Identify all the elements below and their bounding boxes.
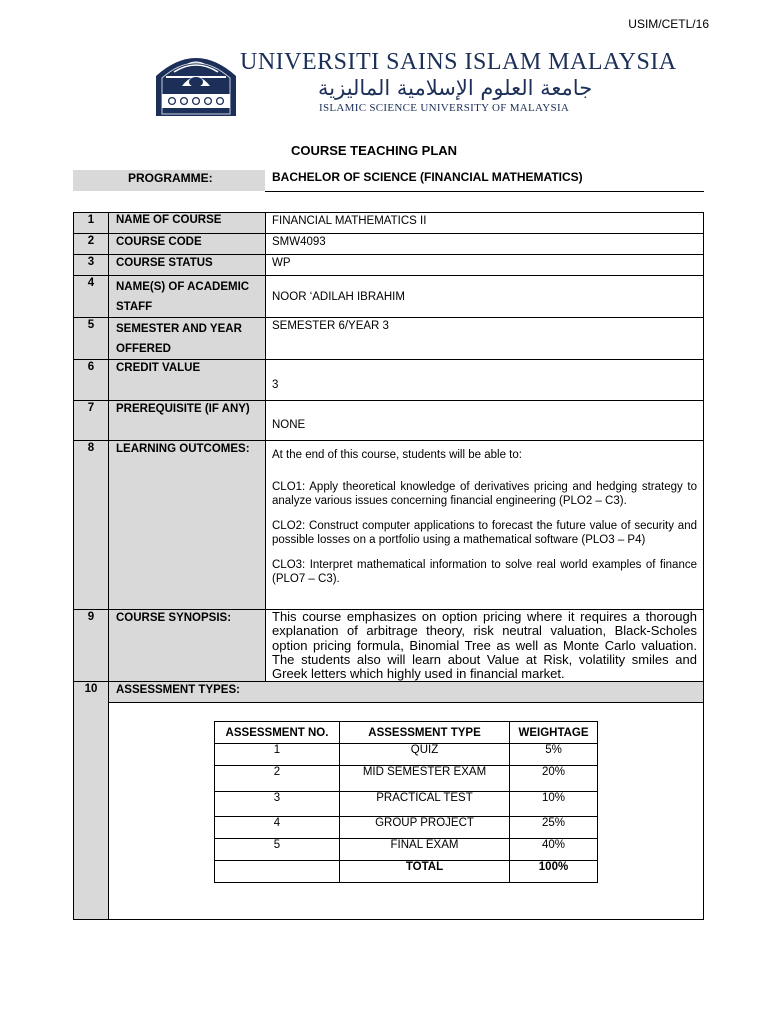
document-code: USIM/CETL/16 [628, 17, 709, 31]
learning-outcomes-value [266, 441, 704, 610]
row-label: SEMESTER AND YEAR OFFERED [109, 318, 266, 360]
row-label: COURSE SYNOPSIS: [109, 610, 266, 682]
clo-1: CLO1: Apply theoretical knowledge of derivatives pricing and hedging strategy to analyze various issues concerning financial engineering (PLO2 – C3). [272, 481, 697, 507]
row-label: ASSESSMENT TYPES: [109, 682, 704, 703]
clo-2: CLO2: Construct computer applications to forecast the future value of security and possible losses on a portfolio using a mathematical software (PLO3 – P4) [272, 520, 697, 546]
row-number: 2 [74, 234, 109, 255]
academic-staff-value: NOOR ‘ADILAH IBRAHIM [266, 276, 704, 318]
row-label: PREREQUISITE (IF ANY) [109, 401, 266, 441]
assessment-no: 4 [215, 817, 340, 839]
prerequisite-value: NONE [266, 401, 704, 441]
row-number: 5 [74, 318, 109, 360]
assessment-type: PRACTICAL TEST [340, 792, 510, 817]
university-logo [152, 46, 677, 116]
row-number: 3 [74, 255, 109, 276]
assessment-total-row [215, 861, 598, 883]
assessment-table [214, 721, 598, 883]
header-weightage: WEIGHTAGE [510, 722, 598, 744]
table-row [74, 276, 704, 318]
synopsis-text: This course emphasizes on option pricing where it requires a thorough explanation of arbitrage theory, risk neutral valuation, Black-Scholes option pricing formula, Binomial Tree as well as Monte Carlo valuation. The students also will learn about Value at Risk, volatility smiles and Greek letters which highly used in financial market. [272, 609, 697, 682]
assessment-weight: 10% [510, 792, 598, 817]
university-name-arabic: جامعة العلوم الإسلامية الماليزية [318, 76, 593, 100]
table-row [215, 817, 598, 839]
table-row [74, 255, 704, 276]
assessment-type: MID SEMESTER EXAM [340, 766, 510, 792]
programme-label: PROGRAMME: [73, 170, 265, 191]
assessment-no: 2 [215, 766, 340, 792]
course-name-value: FINANCIAL MATHEMATICS II [266, 213, 704, 234]
table-row [74, 682, 704, 703]
university-name-english: UNIVERSITI SAINS ISLAM MALAYSIA [240, 49, 677, 75]
table-row [74, 703, 704, 920]
assessment-header-row [215, 722, 598, 744]
row-label: NAME(S) OF ACADEMIC STAFF [109, 276, 266, 318]
header-assessment-no: ASSESSMENT NO. [215, 722, 340, 744]
course-code-value: SMW4093 [266, 234, 704, 255]
table-row [215, 839, 598, 861]
university-emblem-icon [152, 46, 240, 116]
row-label: CREDIT VALUE [109, 360, 266, 401]
assessment-weight: 20% [510, 766, 598, 792]
row-label: LEARNING OUTCOMES: [109, 441, 266, 610]
clo-3: CLO3: Interpret mathematical information to solve real world examples of finance (PLO7 – C3). [272, 559, 697, 585]
header-assessment-type: ASSESSMENT TYPE [340, 722, 510, 744]
assessment-weight: 5% [510, 744, 598, 766]
assessment-type: FINAL EXAM [340, 839, 510, 861]
table-row [215, 766, 598, 792]
table-row [74, 234, 704, 255]
university-subtitle: ISLAMIC SCIENCE UNIVERSITY OF MALAYSIA [319, 102, 570, 114]
programme-underline [265, 191, 704, 192]
assessment-no: 3 [215, 792, 340, 817]
credit-value: 3 [266, 360, 704, 401]
assessment-weight: 25% [510, 817, 598, 839]
course-synopsis-value [266, 610, 704, 682]
row-number: 9 [74, 610, 109, 682]
row-number: 7 [74, 401, 109, 441]
table-row [74, 360, 704, 401]
table-row [74, 318, 704, 360]
row-number: 10 [74, 682, 109, 920]
course-status-value: WP [266, 255, 704, 276]
table-row [74, 441, 704, 610]
total-label: TOTAL [340, 861, 510, 883]
assessment-no: 5 [215, 839, 340, 861]
course-info-table [73, 212, 704, 920]
total-value: 100% [510, 861, 598, 883]
semester-value: SEMESTER 6/YEAR 3 [266, 318, 704, 360]
outcomes-intro: At the end of this course, students will be able to: [272, 449, 522, 461]
assessment-container [109, 703, 704, 920]
row-label: COURSE STATUS [109, 255, 266, 276]
total-empty-cell [215, 861, 340, 883]
row-number: 4 [74, 276, 109, 318]
programme-value: BACHELOR OF SCIENCE (FINANCIAL MATHEMATICS) [272, 170, 583, 184]
document-title: COURSE TEACHING PLAN [290, 143, 458, 158]
table-row [215, 744, 598, 766]
row-number: 1 [74, 213, 109, 234]
table-row [74, 610, 704, 682]
row-label: NAME OF COURSE [109, 213, 266, 234]
table-row [74, 401, 704, 441]
assessment-weight: 40% [510, 839, 598, 861]
table-row [215, 792, 598, 817]
row-label: COURSE CODE [109, 234, 266, 255]
assessment-no: 1 [215, 744, 340, 766]
row-number: 8 [74, 441, 109, 610]
table-row [74, 213, 704, 234]
assessment-type: QUIZ [340, 744, 510, 766]
row-number: 6 [74, 360, 109, 401]
assessment-type: GROUP PROJECT [340, 817, 510, 839]
